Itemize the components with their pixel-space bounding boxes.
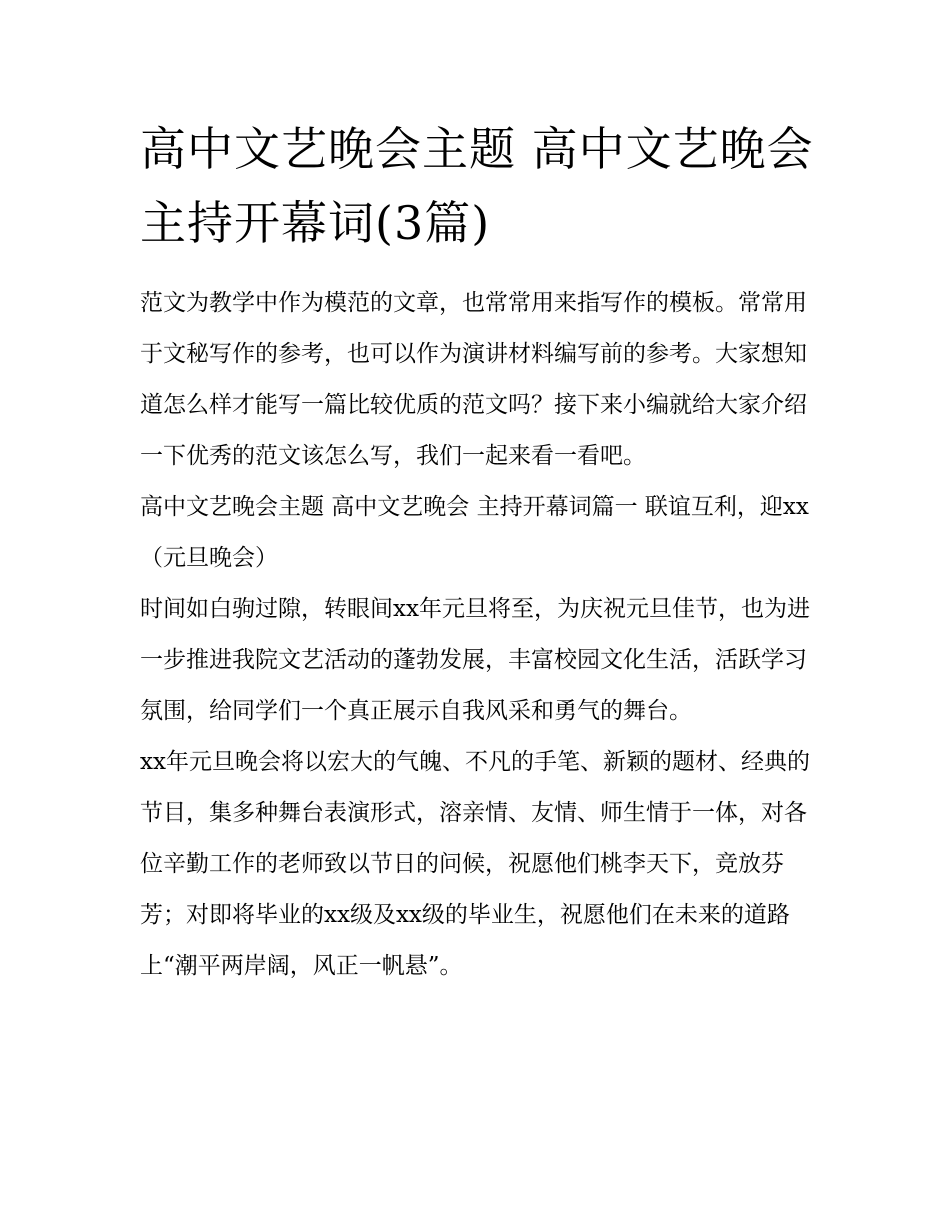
paragraph-intro: 范文为教学中作为模范的文章，也常常用来指写作的模板。常常用于文秘写作的参考，也可以作为演讲材料编写前的参考。大家想知道怎么样才能写一篇比较优质的范文吗？接下来小编就给大家介绍一下优秀的范文该怎么写，我们一起来看一看吧。 (140, 290, 807, 469)
document-title: 高中文艺晚会主题 高中文艺晚会 主持开幕词(3篇) (140, 122, 814, 250)
paragraph-gala: xx年元旦晚会将以宏大的气魄、不凡的手笔、新颖的题材、经典的节目，集多种舞台表演形式，溶亲情、友情、师生情于一体，对各位辛勤工作的老师致以节日的问候，祝愿他们桃李天下，竞放芬芳；对即将毕业的xx级及xx级的毕业生，祝愿他们在未来的道路上“潮平两岸阔，风正一帆悬”。 (140, 749, 810, 979)
paragraph-section-heading: 高中文艺晚会主题 高中文艺晚会 主持开幕词篇一 联谊互利，迎xx（元旦晚会） (140, 494, 809, 571)
paragraph-time: 时间如白驹过隙，转眼间xx年元旦将至，为庆祝元旦佳节，也为进一步推进我院文艺活动的蓬勃发展，丰富校园文化生活，活跃学习氛围，给同学们一个真正展示自我风采和勇气的舞台。 (140, 596, 810, 724)
document-body (140, 278, 820, 992)
